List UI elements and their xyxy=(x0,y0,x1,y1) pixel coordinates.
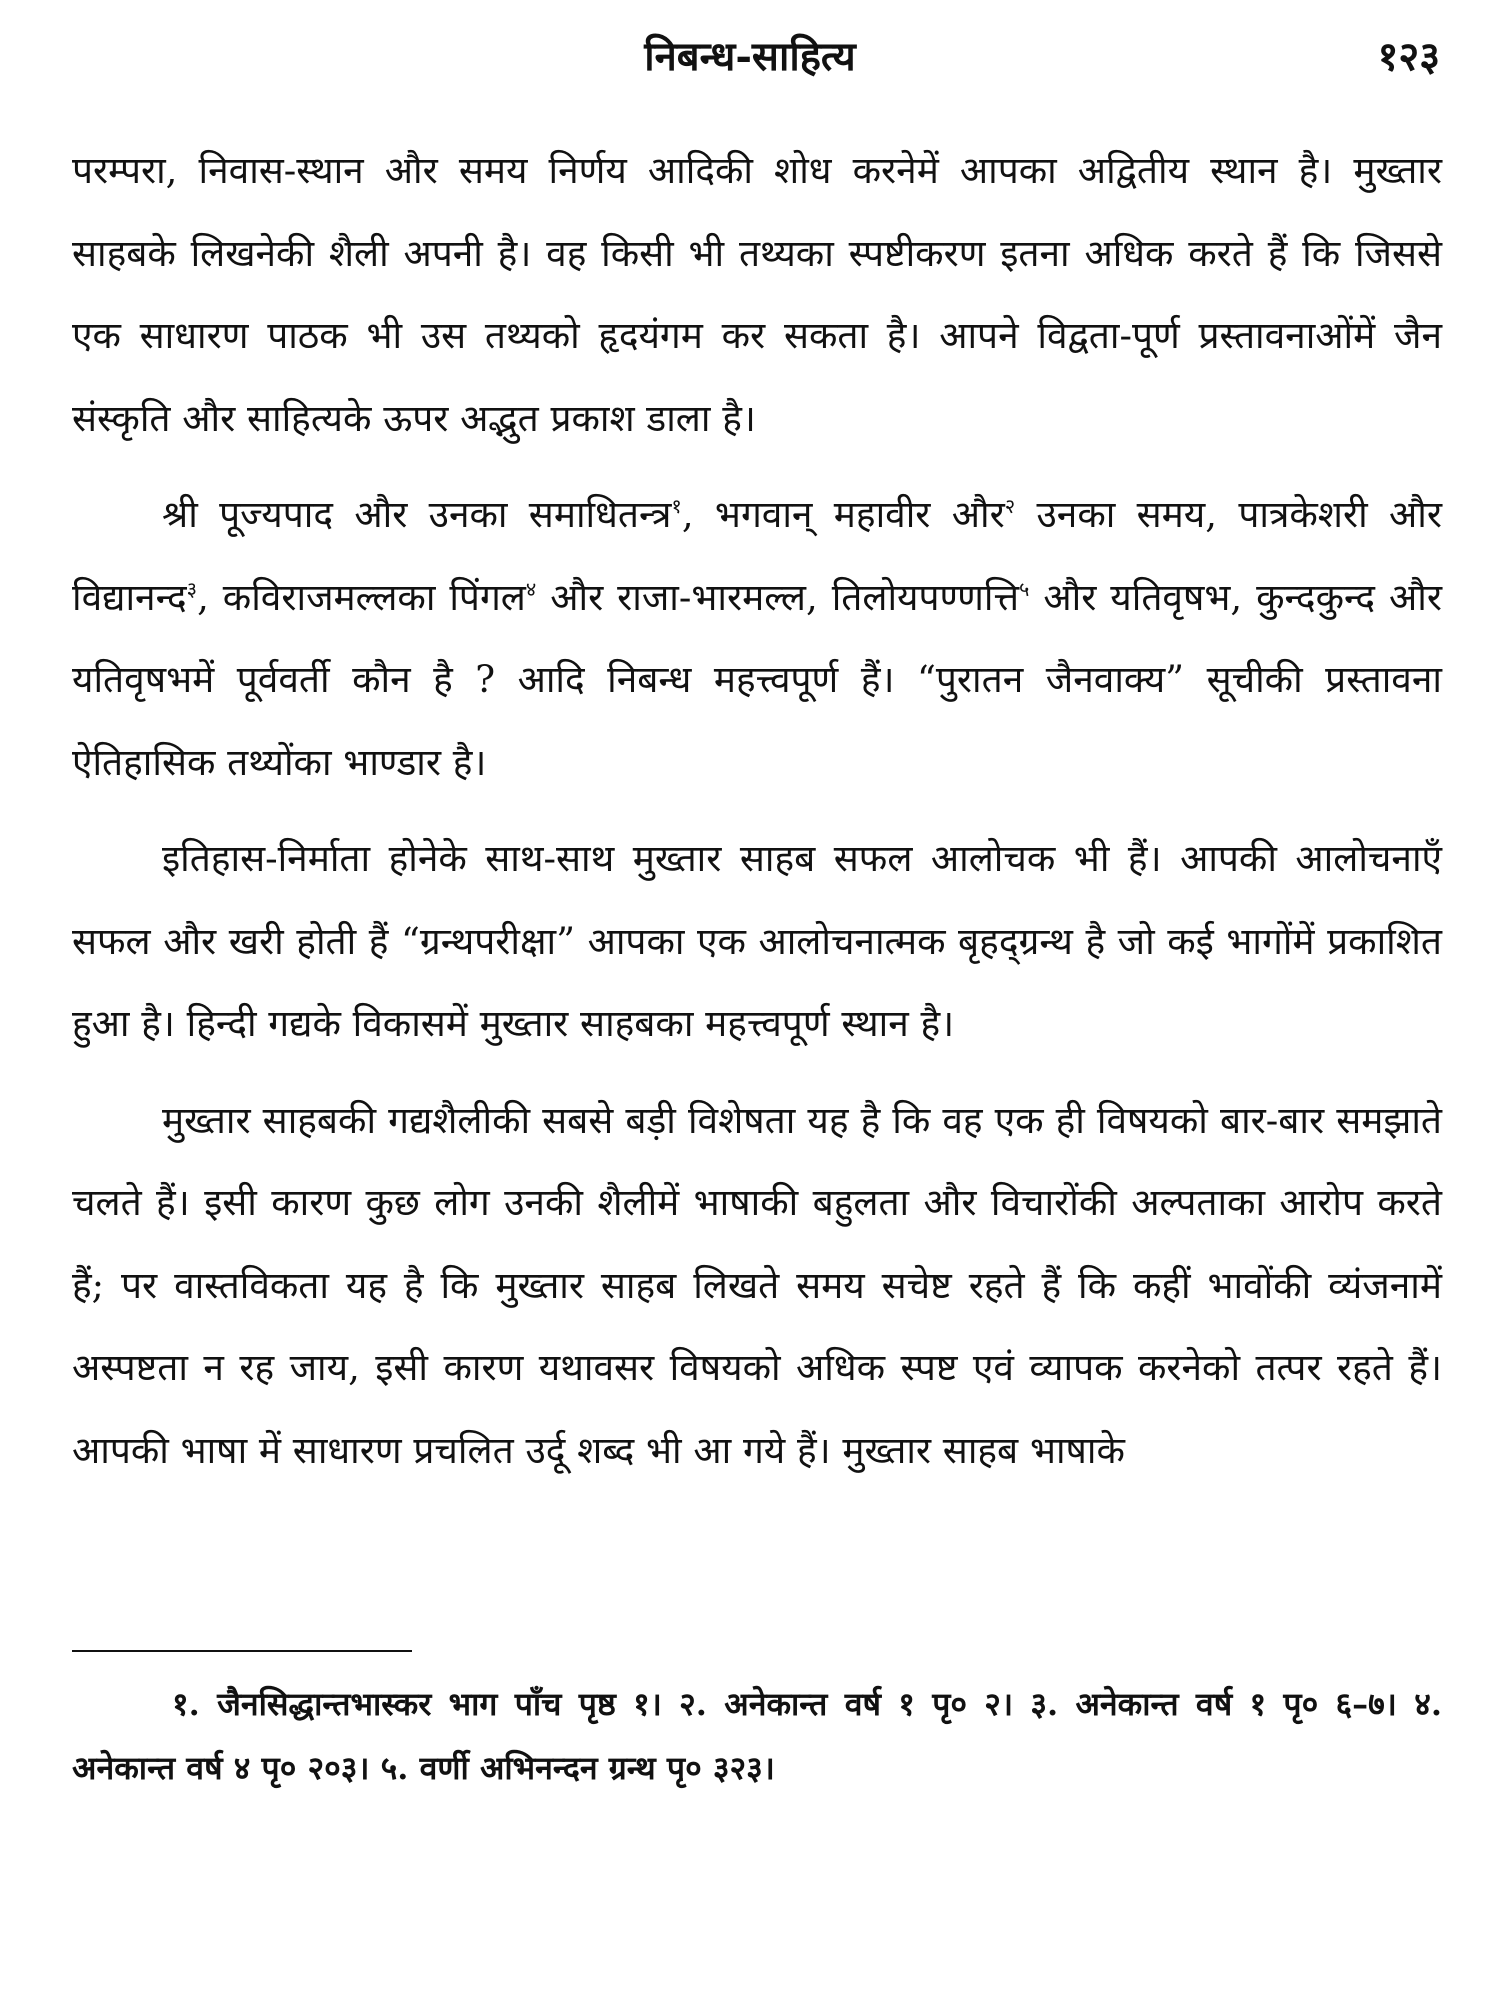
body-text xyxy=(72,130,1442,1492)
text-run: इतिहास-निर्माता होनेके साथ-साथ मुख्तार साहब सफल आलोचक भी हैं। आपकी आलोचनाएँ सफल और खरी होती हैं “ग्रन्थपरीक्षा” आपका एक आलोचनात्मक बृहद्ग्रन्थ है जो कई भागोंमें प्रकाशित हुआ है। हिन्दी गद्यके विकासमें मुख्तार साहबका महत्त्वपूर्ण स्थान है। xyxy=(72,837,1442,1045)
footnote-marker: ३ xyxy=(186,576,198,601)
paragraph-1 xyxy=(72,130,1442,460)
footnote-marker: ५ xyxy=(1019,576,1030,601)
footnotes: १. जैनसिद्धान्तभास्कर भाग पाँच पृष्ठ १। २. अनेकान्त वर्ष १ पृ० २। ३. अनेकान्त वर्ष १ पृ० ६–७। ४. अनेकान्त वर्ष ४ पृ० २०३। ५. वर्णी अभिनन्दन ग्रन्थ पृ० ३२३। xyxy=(72,1685,1442,1787)
text-run: श्री पूज्यपाद और उनका समाधितन्त्र xyxy=(162,493,672,536)
text-run: उनका समय, पात्रकेशरी और विद्यानन्द xyxy=(72,493,1442,619)
paragraph-2 xyxy=(72,474,1442,804)
running-header xyxy=(60,22,1440,92)
page-number: १२३ xyxy=(1377,33,1440,80)
text-run: , भगवान् महावीर और xyxy=(681,493,1005,536)
paragraph-4 xyxy=(72,1080,1442,1493)
text-run: और राजा-भारमल्ल, तिलोयपण्णत्ति xyxy=(536,575,1020,619)
page-title: निबन्ध-साहित्य xyxy=(644,33,856,80)
footnote-marker: ४ xyxy=(525,576,537,601)
footnote-marker: १ xyxy=(671,494,682,518)
footnote-marker: २ xyxy=(1004,494,1016,518)
text-run: मुख्तार साहबकी गद्यशैलीकी सबसे बड़ी विशेषता यह है कि वह एक ही विषयको बार-बार समझाते चलते हैं। इसी कारण कुछ लोग उनकी शैलीमें भाषाकी बहुलता और विचारोंकी अल्पताका आरोप करते हैं; पर वास्तविकता यह है कि मुख्तार साहब लिखते समय सचेष्ट रहते हैं कि कहीं भावोंकी व्यंजनामें अस्पष्टता न रह जाय, इसी कारण यथावसर विषयको अधिक स्पष्ट एवं व्यापक करनेको तत्पर रहते हैं। आपकी भाषा में साधारण प्रचलित उर्दू शब्द भी आ गये हैं। मुख्तार साहब भाषाके xyxy=(72,1098,1442,1472)
text-run: परम्परा, निवास-स्थान और समय निर्णय आदिकी शोध करनेमें आपका अद्वितीय स्थान है। मुख्तार साहबके लिखनेकी शैली अपनी है। वह किसी भी तथ्यका स्पष्टीकरण इतना अधिक करते हैं कि जिससे एक साधारण पाठक भी उस तथ्यको हृदयंगम कर सकता है। आपने विद्वता-पूर्ण प्रस्तावनाओंमें जैन संस्कृति और साहित्यके ऊपर अद्भुत प्रकाश डाला है। xyxy=(72,149,1442,440)
text-run: और यतिवृषभ, कुन्दकुन्द और यतिवृषभमें पूर्ववर्ती कौन है ? आदि निबन्ध महत्त्वपूर्ण हैं। “पुरातन जैनवाक्य” सूचीकी प्रस्तावना ऐतिहासिक तथ्योंका भाण्डार है। xyxy=(72,575,1442,784)
footnote-divider xyxy=(72,1650,412,1652)
text-run: , कविराजमल्लका पिंगल xyxy=(197,575,526,619)
paragraph-3 xyxy=(72,818,1442,1066)
